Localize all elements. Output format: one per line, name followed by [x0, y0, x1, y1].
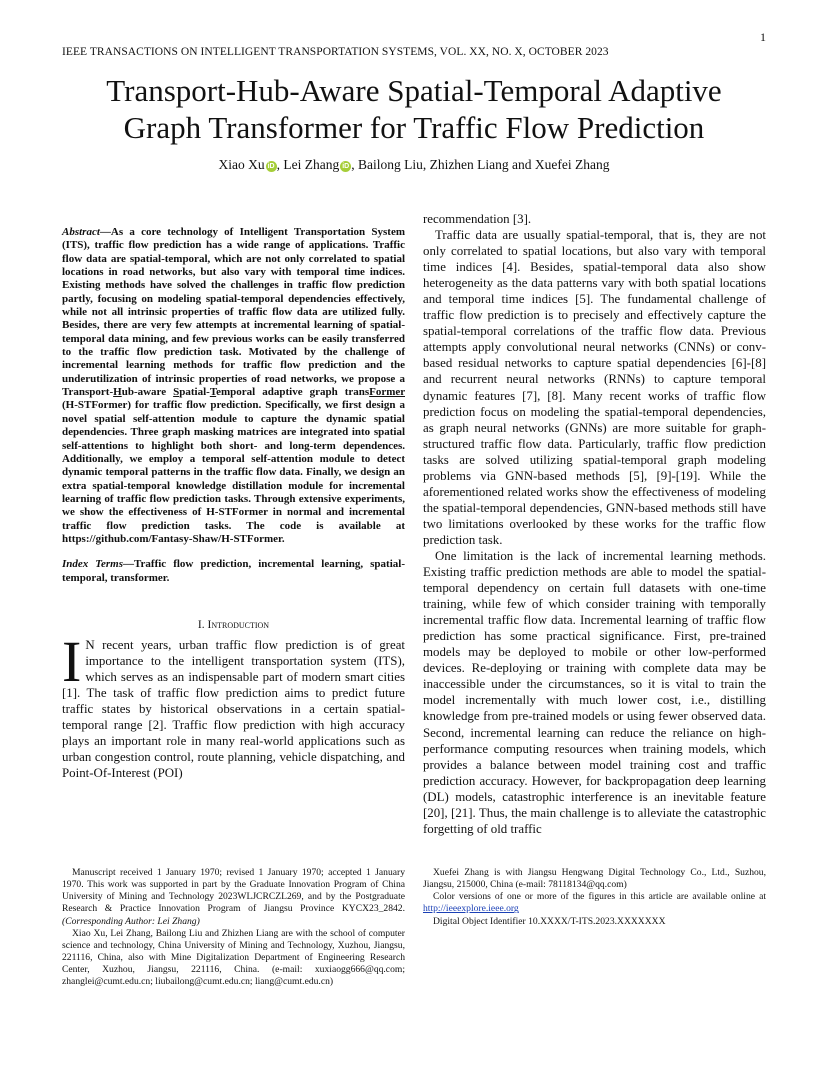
paragraph: Traffic data are usually spatial-temporal, that is, they are not only correlated to spatial locations, but also vary with temporal time indices [4]. Besides, spatial-temporal data also show heterogeneity as the data patterns vary with both spatial locations and temporal time indices [5]. The fundamental challenge of traffic flow prediction is to precisely and effectively capture the spatial-temporal correlations of the traffic flow data. Previous attempts apply convolutional neural networks (CNNs) or conv-based residual networks to capture spatial dependencies [6]-[8] and recurrent neural networks (RNNs) to capture temporal dynamic features [7], [8]. Many recent works of traffic flow prediction focus on modeling the spatial-temporal dependencies, as graph neural networks (GNNs) are more suitable for graph-structured traffic flow data. Particularly, traffic flow prediction tasks are solved utilizing spatial-temporal graph modeling problems via GNN-based methods [5], [9]-[19]. While the aforementioned related works show the effectiveness of modeling the spatial-temporal dependencies, GNN-based methods still have two limitations overlooked by these works for the traffic flow prediction task.: [423, 228, 766, 547]
paragraph: One limitation is the lack of incremental learning methods. Existing traffic prediction methods are able to model the spatial-temporal dependency on certain full datasets with one-time training, while few of which consider training with temporally incremental traffic flow data. Incremental learning of traffic flow prediction has some practical significance. First, pre-trained models may be deployed to mobile or other low-performed devices. Re-deploying or training with complete data may be inaccessible under the circumstances, so it is vital to train the model incrementally with much lower cost, i.e., distilling knowledge from pre-trained models or using fewer observed data. Second, incremental learning can reduce the reliance on high-performance computing resources when training models, which provides a balance between model training cost and traffic prediction accuracy. However, for backpropagation deep learning (DL) models, catastrophic interference is an inevitable feature [20], [21]. Thus, the main challenge is to alleviate the catastrophic forgetting of old traffic: [423, 548, 766, 836]
footnotes-left: [62, 867, 405, 989]
author-list: Xiao Xu iD , Lei Zhang iD , Bailong Liu, Zhizhen Liang and Xuefei Zhang: [218, 157, 610, 172]
acronym-letter: T: [209, 386, 217, 399]
index-terms: [62, 558, 405, 585]
journal-header: IEEE TRANSACTIONS ON INTELLIGENT TRANSPORTATION SYSTEMS, VOL. XX, NO. X, OCTOBER 2023: [62, 46, 609, 58]
acronym-letter: H: [113, 386, 122, 399]
orcid-icon[interactable]: iD: [342, 163, 350, 170]
footnote-color-versions: [423, 891, 766, 915]
ieeexplore-link[interactable]: http://ieeexplore.ieee.org: [423, 903, 519, 915]
footnote-text: Manuscript received 1 January 1970; revised 1 January 1970; accepted 1 January 1970. This work was supported in part by the Graduate Innovation Program of China University of Mining and Technology 2023WLJCRCZL269, and by the Postgraduate Research & Practice Innovation Program of Jiangsu Province KYCX23_2842.: [62, 867, 405, 915]
paper-title: [40, 72, 788, 146]
footnote-manuscript: [62, 867, 405, 928]
author-name: Lei Zhang: [283, 157, 340, 172]
left-column: [62, 226, 405, 781]
section-heading-introduction: I. Introduction: [197, 618, 270, 631]
abstract-text: emporal adaptive graph trans: [216, 386, 370, 399]
abstract-dash: —: [99, 226, 111, 238]
author-name: Xiao Xu: [218, 157, 265, 172]
acronym-letter: S: [173, 386, 180, 399]
title-line-1: Transport-Hub-Aware Spatial-Temporal Adaptive: [106, 73, 722, 108]
intro-first-word: N: [85, 637, 95, 652]
abstract-text: patial-: [179, 386, 210, 399]
orcid-icon[interactable]: iD: [267, 163, 275, 170]
right-column: [423, 211, 766, 837]
footnote-affiliation: Xuefei Zhang is with Jiangsu Hengwang Digital Technology Co., Ltd., Suzhou, Jiangsu, 215000, China (e-mail: 78118134@qq.com): [423, 867, 766, 891]
page-number: 1: [760, 30, 766, 44]
paragraph-continuation: recommendation [3].: [423, 212, 532, 226]
title-line-2: Graph Transformer for Traffic Flow Prediction: [123, 110, 705, 145]
footnote-text: Color versions of one or more of the figures in this article are available online at: [433, 891, 766, 903]
index-terms-dash: —: [123, 558, 135, 571]
intro-text: recent years, urban traffic flow prediction is of great importance to the intelligent transportation system (ITS), which serves as an indispensable part of modern smart cities [1]. The task of traffic flow prediction aims to predict future traffic states by historical observations in a certain spatial-temporal range [2]. Traffic flow prediction with high accuracy plays an important role in many real-world applications such as urban congestion control, route planning, vehicle dispatching, and Point-Of-Interest (POI): [62, 637, 405, 781]
footnotes-right: [423, 867, 766, 928]
abstract-text: ub-aware: [121, 386, 174, 399]
drop-cap: I: [62, 628, 82, 694]
footnote-doi: Digital Object Identifier 10.XXXX/T-ITS.2023.XXXXXXX: [433, 915, 666, 927]
index-terms-text: Traffic flow prediction, incremental learning, spatial-temporal, transformer.: [62, 558, 405, 584]
footnote-affiliation: Xiao Xu, Lei Zhang, Bailong Liu and Zhizhen Liang are with the school of computer science and technology, China University of Mining and Technology, Xuzhou, Jiangsu, 221116, China, also with Mine Digitalization Department of Engineering Research Center, Xuzhou, Jiangsu, 221116, China. (e-mail: xuxiaogg666@qq.com; zhanglei@cumt.edu.cn; liubailong@cumt.edu.cn; liang@cumt.edu.cn): [62, 927, 405, 988]
abstract-label: Abstract: [62, 226, 100, 238]
abstract: [62, 226, 405, 546]
intro-paragraph: [62, 628, 405, 781]
author-names-rest: Bailong Liu, Zhizhen Liang and Xuefei Zhang: [357, 157, 610, 172]
index-terms-label: Index Terms: [62, 558, 124, 571]
abstract-text: As a core technology of Intelligent Transportation System (ITS), traffic flow prediction has a wide range of applications. Traffic flow data are spatial-temporal, which are not only correlated to spatial locations in road networks, but also vary with temporal time indices. Existing methods have solved the challenges in traffic flow prediction partly, focusing on modeling spatial-temporal dependencies effectively, while not all intrinsic properties of traffic flow data are utilized fully. Besides, there are very few attempts at incremental learning of spatial-temporal data mining, and few previous works can be easily transferred to the traffic flow prediction task. Motivated by the challenge of incremental learning methods for traffic flow prediction and the underutilization of intrinsic properties of road networks, we propose a Transport-: [62, 226, 405, 399]
corresponding-author: (Corresponding Author: Lei Zhang): [62, 915, 200, 927]
abstract-text: (H-STFormer) for traffic flow prediction. Specifically, we first design a novel spatial self-attention module to capture the dynamic spatial dependencies. Three graph masking matrices are integrated into spatial self-attentions to highlight both short- and long-term dependences. Additionally, we employ a temporal self-attention module to detect dynamic temporal patterns in the traffic flow data. Finally, we design an extra spatial-temporal knowledge distillation module for incremental learning of traffic flow prediction tasks. Through extensive experiments, we show the effectiveness of H-STFormer in normal and incremental traffic flow prediction tasks. The code is available at https://github.com/Fantasy-Shaw/H-STFormer.: [62, 399, 405, 545]
acronym-letter: Former: [369, 386, 405, 399]
